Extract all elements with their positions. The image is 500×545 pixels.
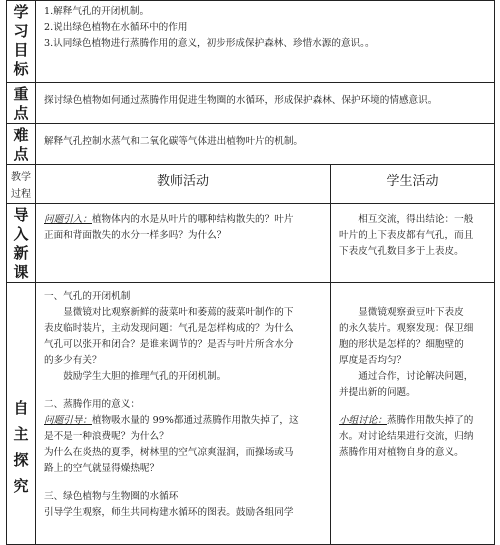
section-title: 一、气孔的开闭机制 [44, 291, 131, 302]
intro-teacher-cell: 问题引入：植物体内的水是从叶片的哪种结构散失的？叶片 正面和背面散失的水分一样多吗？为什么？ [36, 204, 331, 283]
guide-question-tag: 问题引导： [44, 415, 92, 426]
difficulty-text: 解释气孔控制水蒸气和二氧化碳等气体进出植物叶片的机制。 [36, 124, 495, 165]
goals-content [36, 1, 495, 83]
lesson-plan-table [6, 0, 495, 545]
keypoint-text: 探讨绿色植物如何通过蒸腾作用促进生物圈的水循环，形成保护森林、保护环境的情感意识。 [36, 83, 495, 124]
difficulty-row [7, 124, 495, 165]
group-discussion-tag: 小组讨论： [339, 415, 387, 426]
difficulty-label: 难 点 [7, 124, 36, 165]
self-study-teacher-cell: 一、气孔的开闭机制 显微镜对比观察新鲜的菠菜叶和萎蔫的菠菜叶制作的下 表皮临时装片，主动发现问题：气孔是怎样构成的？为什么 气孔可以张开和闭合？是谁来调节的？是否与叶片所含水分 的多少有关？ 鼓励学生大胆的推理气孔的开闭机制。 二、蒸腾作用的意义： 问题引导：植物吸水量的 99%都通过蒸腾作用散失掉了，这 是不是一种浪费呢？为什么？ 为什么在炎热的夏季，树林里的空气凉爽湿润，而操场或马 路上的空气就显得燥热呢？ 三、绿色植物与生物圈的水循环 引导学生观察，师生共同构建水循环的图表。鼓励各组同学 [36, 283, 331, 545]
goal-item: 3.认同绿色植物进行蒸腾作用的意义，初步形成保护森林、珍惜水源的意识。。 [44, 38, 375, 49]
process-label: 教学 过程 [7, 165, 36, 204]
self-study-student-cell: 显微镜观察蚕豆叶下表皮 的永久装片。观察发现：保卫细 胞的形状是怎样的？细胞壁的 厚度是否均匀？ 通过合作，讨论解决问题， 并提出新的问题。 小组讨论：蒸腾作用散失掉了的 水。对讨论结果进行交流，归纳 蒸腾作用对植物自身的意义。 [331, 283, 495, 545]
teacher-activity-header: 教师活动 [36, 165, 331, 204]
section-title: 三、绿色植物与生物圈的水循环 [44, 491, 179, 502]
goal-item: 1.解释气孔的开闭机制。 [44, 6, 150, 17]
section-title: 二、蒸腾作用的意义： [44, 399, 140, 410]
self-study-row [7, 283, 495, 545]
intro-label: 导 入 新 课 [7, 204, 36, 283]
process-header-row [7, 165, 495, 204]
intro-row [7, 204, 495, 283]
keypoint-label: 重 点 [7, 83, 36, 124]
goals-label: 学 习 目 标 [7, 1, 36, 83]
keypoint-row [7, 83, 495, 124]
self-study-label: 自 主 探 究 [7, 283, 36, 545]
intro-question-tag: 问题引入： [44, 214, 92, 225]
student-activity-header: 学生活动 [331, 165, 495, 204]
goal-item: 2.说出绿色植物在水循环中的作用 [44, 22, 188, 33]
intro-student-cell: 相互交流，得出结论：一般 叶片的上下表皮都有气孔，而且 下表皮气孔数目多于上表皮。 [331, 204, 495, 283]
goals-row [7, 1, 495, 83]
